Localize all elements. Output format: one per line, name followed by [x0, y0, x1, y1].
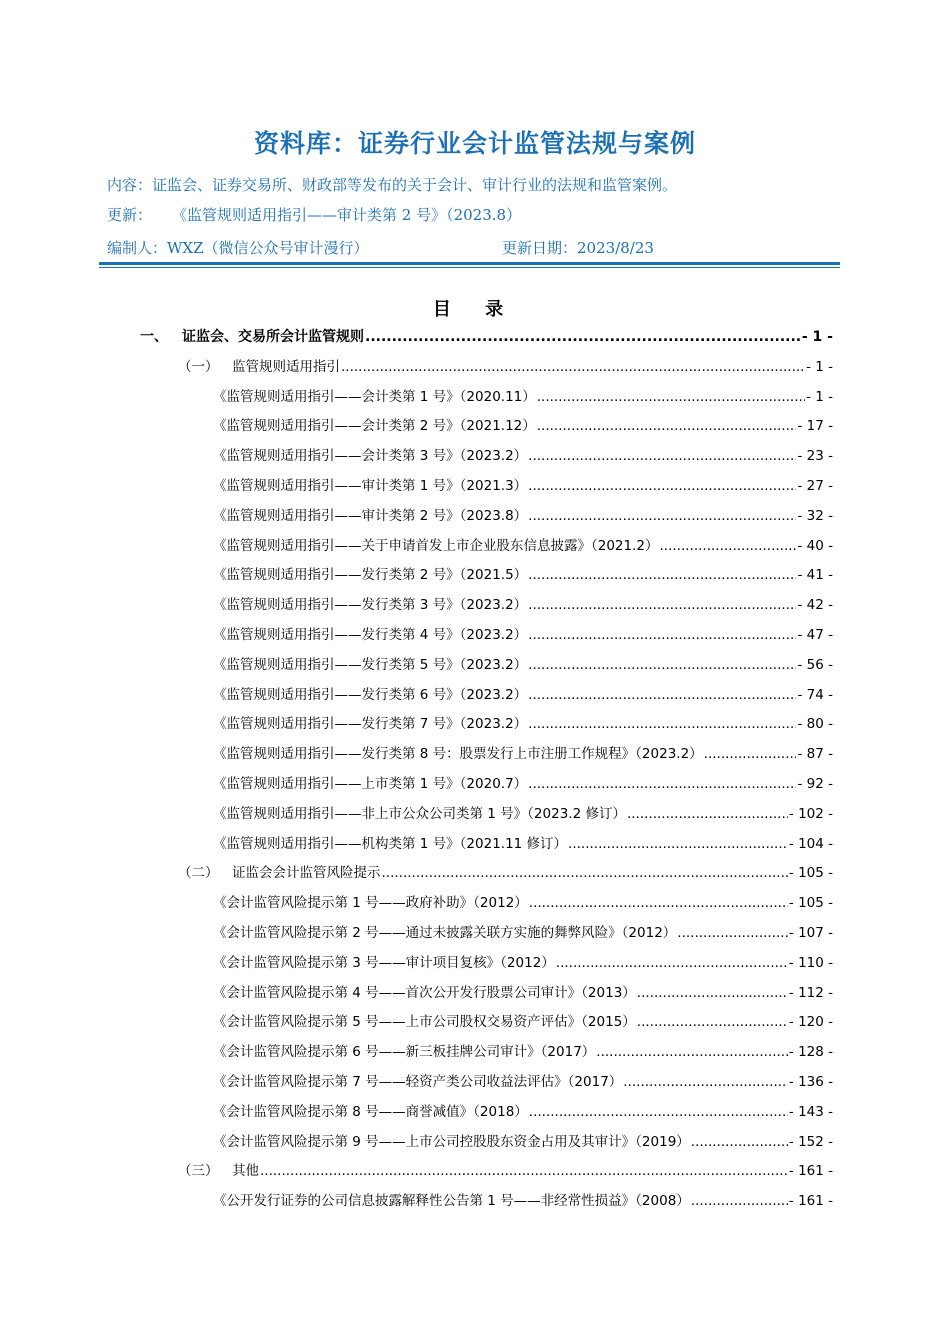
- toc-leader-dots: [537, 415, 797, 437]
- toc-entry-page: - 112 -: [788, 984, 833, 1001]
- toc-entry-title: 《公开发行证券的公司信息披露解释性公告第 1 号——非经常性损益》（2008）: [213, 1193, 690, 1210]
- toc-leader-dots: [382, 862, 788, 884]
- content-line: [107, 174, 677, 195]
- toc-leader-dots: [341, 356, 805, 378]
- toc-entry[interactable]: [213, 564, 833, 586]
- toc-leader-dots: [691, 1190, 788, 1212]
- toc-entry-title: 《监管规则适用指引——发行类第 8 号：股票发行上市注册工作规程》（2023.2）: [213, 746, 703, 763]
- toc-leader-dots: [596, 1041, 788, 1063]
- toc-entry[interactable]: [213, 415, 833, 437]
- toc-entry-title: 《监管规则适用指引——发行类第 3 号》（2023.2）: [213, 597, 528, 614]
- toc-leader-dots: [528, 773, 796, 795]
- content-text: 证监会、证券交易所、财政部等发布的关于会计、审计行业的法规和监管案例。: [152, 176, 678, 194]
- toc-entry-page: - 152 -: [788, 1133, 833, 1150]
- toc-section-heading[interactable]: [178, 862, 833, 884]
- toc-entry-page: - 104 -: [788, 835, 833, 852]
- toc-entry[interactable]: [213, 833, 833, 855]
- toc-entry-title: 《监管规则适用指引——发行类第 6 号》（2023.2）: [213, 686, 528, 703]
- toc-entry[interactable]: [213, 624, 833, 646]
- toc-entry-title: 《会计监管风险提示第 5 号——上市公司股权交易资产评估》（2015）: [213, 1014, 636, 1031]
- toc-entry-title: 《监管规则适用指引——审计类第 1 号》（2021.3）: [213, 478, 528, 494]
- toc-entry-title: 监管规则适用指引: [232, 358, 340, 375]
- update-line: [107, 204, 521, 225]
- toc-entry-title: 《会计监管风险提示第 2 号——通过未披露关联方实施的舞弊风险》（2012）: [213, 925, 677, 941]
- toc-entry-page: - 107 -: [788, 925, 833, 941]
- toc-entry[interactable]: [213, 1041, 833, 1063]
- toc-leader-dots: [528, 475, 796, 497]
- toc-entry-page: - 128 -: [788, 1044, 833, 1061]
- toc-entry-number: （三）: [178, 1163, 219, 1180]
- toc-entry-title: 《监管规则适用指引——会计类第 3 号》（2023.2）: [213, 448, 528, 465]
- toc-leader-dots: [637, 1011, 788, 1033]
- toc-entry-page: - 56 -: [797, 656, 833, 673]
- toc-entry-page: - 120 -: [788, 1014, 833, 1031]
- toc-entry[interactable]: [213, 713, 833, 735]
- toc-entry-title: 《监管规则适用指引——关于申请首发上市企业股东信息披露》（2021.2）: [213, 537, 659, 554]
- toc-leader-dots: [528, 505, 796, 527]
- toc-entry[interactable]: [213, 654, 833, 676]
- toc-entry-title: 《会计监管风险提示第 9 号——上市公司控股股东资金占用及其审计》（2019）: [213, 1133, 690, 1150]
- toc-entry[interactable]: [213, 535, 833, 557]
- toc-entry-title: 《会计监管风险提示第 8 号——商誉减值》（2018）: [213, 1103, 528, 1120]
- date-line: [502, 237, 654, 258]
- toc-entry-page: - 87 -: [797, 746, 833, 763]
- toc-entry-title: 《监管规则适用指引——机构类第 1 号》（2021.11 修订）: [213, 835, 568, 852]
- toc-entry-number: （二）: [178, 865, 219, 882]
- document-title: 资料库：证券行业会计监管法规与案例: [253, 129, 696, 158]
- toc-entry-title: 《监管规则适用指引——发行类第 5 号》（2023.2）: [213, 656, 528, 673]
- toc-entry-title: 《监管规则适用指引——发行类第 2 号》（2021.5）: [213, 567, 528, 584]
- toc-entry[interactable]: [213, 892, 833, 914]
- toc-leader-dots: [623, 1071, 788, 1093]
- toc-entry[interactable]: [213, 952, 833, 974]
- toc-entry[interactable]: [213, 386, 833, 408]
- toc-entry[interactable]: [213, 1011, 833, 1033]
- date-text: 2023/8/23: [577, 239, 654, 257]
- toc-entry[interactable]: [213, 445, 833, 467]
- toc-entry-title: 《会计监管风险提示第 6 号——新三板挂牌公司审计》（2017）: [213, 1044, 596, 1061]
- toc-entry-page: - 17 -: [797, 418, 833, 435]
- toc-entry[interactable]: [213, 1071, 833, 1093]
- toc-entry-page: - 105 -: [788, 895, 833, 912]
- toc-entry-number: （一）: [178, 358, 219, 375]
- toc-entry[interactable]: [213, 1101, 833, 1123]
- toc-entry[interactable]: [213, 505, 833, 527]
- toc-section-heading[interactable]: [178, 1160, 833, 1182]
- toc-entry-page: - 92 -: [797, 776, 833, 792]
- editor-text: WXZ（微信公众号审计漫行）: [167, 239, 369, 257]
- toc-entry[interactable]: [213, 1131, 833, 1153]
- toc-leader-dots: [528, 445, 796, 467]
- toc-entry[interactable]: [213, 1190, 833, 1212]
- toc-entry[interactable]: [213, 743, 833, 765]
- toc-entry-title: 《会计监管风险提示第 4 号——首次公开发行股票公司审计》（2013）: [213, 984, 636, 1001]
- toc-entry[interactable]: [213, 922, 833, 944]
- toc-entry-title: 《监管规则适用指引——会计类第 2 号》（2021.12）: [213, 418, 536, 435]
- toc-entry[interactable]: [213, 803, 833, 825]
- toc-leader-dots: [528, 654, 796, 676]
- toc-entry[interactable]: [213, 982, 833, 1004]
- toc-entry-page: - 143 -: [788, 1103, 833, 1120]
- toc-leader-dots: [365, 326, 801, 348]
- content-label: 内容：: [107, 176, 153, 194]
- toc-entry-page: - 161 -: [788, 1163, 833, 1180]
- toc-leader-dots: [528, 564, 796, 586]
- toc-leader-dots: [528, 684, 796, 706]
- toc-entry[interactable]: [213, 773, 833, 795]
- toc-entry-page: - 1 -: [806, 388, 833, 405]
- toc-entry-page: - 102 -: [788, 805, 833, 822]
- toc-leader-dots: [627, 803, 788, 825]
- toc-entry-page: - 41 -: [797, 567, 833, 584]
- toc-entry-number: 一、: [140, 329, 168, 345]
- toc-entry-title: 《监管规则适用指引——会计类第 1 号》（2020.11）: [213, 388, 536, 405]
- toc-entry-title: 《监管规则适用指引——上市类第 1 号》（2020.7）: [213, 776, 528, 792]
- toc-entry-page: - 136 -: [788, 1074, 833, 1090]
- toc-entry-title: 《会计监管风险提示第 3 号——审计项目复核》（2012）: [213, 954, 555, 971]
- toc-entry-page: - 40 -: [797, 537, 833, 554]
- toc-entry[interactable]: [213, 594, 833, 616]
- toc-leader-dots: [637, 982, 788, 1004]
- toc-leader-dots: [556, 952, 788, 974]
- toc-entry-page: - 161 -: [788, 1193, 833, 1210]
- update-text: 《监管规则适用指引——审计类第 2 号》（2023.8）: [172, 206, 522, 224]
- toc-entry-page: - 1 -: [801, 329, 833, 345]
- toc-entry-page: - 105 -: [788, 865, 833, 882]
- editor-line: [107, 237, 369, 258]
- toc-section-heading[interactable]: [140, 326, 833, 348]
- toc-leader-dots: [529, 1101, 788, 1123]
- toc-entry[interactable]: [213, 684, 833, 706]
- toc-entry-page: - 80 -: [797, 716, 833, 733]
- toc-leader-dots: [528, 713, 796, 735]
- toc-leader-dots: [677, 922, 788, 944]
- toc-entry-page: - 110 -: [788, 954, 833, 971]
- toc-entry-page: - 23 -: [797, 448, 833, 465]
- toc-leader-dots: [528, 594, 796, 616]
- toc-entry-title: 证监会会计监管风险提示: [232, 865, 381, 882]
- toc-entry-title: 《监管规则适用指引——发行类第 4 号》（2023.2）: [213, 627, 528, 643]
- toc-entry-title: 《监管规则适用指引——审计类第 2 号》（2023.8）: [213, 507, 528, 524]
- toc-entry-title: 证监会、交易所会计监管规则: [182, 329, 364, 345]
- toc-leader-dots: [660, 535, 797, 557]
- toc-entry-title: 其他: [232, 1163, 259, 1180]
- toc-section-heading[interactable]: [178, 356, 833, 378]
- toc-title: 目 录: [432, 299, 518, 320]
- toc-leader-dots: [704, 743, 797, 765]
- toc-leader-dots: [691, 1131, 788, 1153]
- date-label: 更新日期：: [502, 239, 578, 257]
- toc-leader-dots: [529, 892, 788, 914]
- toc-leader-dots: [528, 624, 796, 646]
- toc-entry-page: - 1 -: [806, 358, 833, 375]
- toc-leader-dots: [537, 386, 805, 408]
- toc-entry-page: - 47 -: [797, 627, 833, 643]
- toc-entry-page: - 32 -: [797, 507, 833, 524]
- toc-leader-dots: [568, 833, 788, 855]
- toc-entry-title: 《监管规则适用指引——非上市公众公司类第 1 号》（2023.2 修订）: [213, 805, 626, 822]
- update-label: 更新：: [107, 206, 153, 224]
- toc-entry-page: - 74 -: [797, 686, 833, 703]
- toc-leader-dots: [260, 1160, 788, 1182]
- toc-entry-title: 《会计监管风险提示第 7 号——轻资产类公司收益法评估》（2017）: [213, 1074, 623, 1090]
- header-rule-thick: [99, 262, 840, 265]
- editor-label: 编制人：: [107, 239, 168, 257]
- toc-entry-page: - 42 -: [797, 597, 833, 614]
- toc-entry-title: 《会计监管风险提示第 1 号——政府补助》（2012）: [213, 895, 528, 912]
- header-rule-thin: [99, 267, 840, 268]
- toc-entry[interactable]: [213, 475, 833, 497]
- toc-entry-page: - 27 -: [797, 478, 833, 494]
- toc-entry-title: 《监管规则适用指引——发行类第 7 号》（2023.2）: [213, 716, 528, 733]
